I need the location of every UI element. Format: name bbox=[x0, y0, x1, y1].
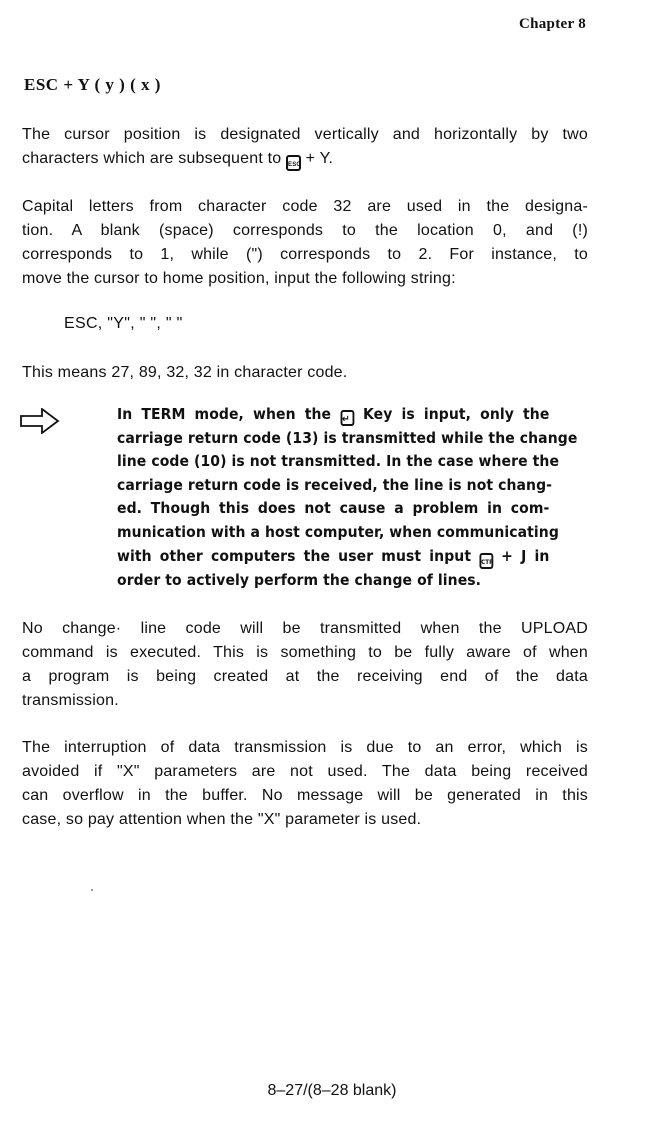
paragraph-line: tion. A blank (space) corresponds to the location 0, and (!) bbox=[22, 222, 588, 239]
paragraph-line: The interruption of data transmission is due to an error, which is bbox=[22, 739, 588, 756]
paragraph-line: case, so pay attention when the "X" parameter is used. bbox=[22, 811, 422, 828]
text-segment: characters which are subsequent to bbox=[22, 150, 287, 167]
paragraph-upload bbox=[22, 617, 588, 713]
section-heading: ESC + Y ( y ) ( x ) bbox=[24, 75, 161, 94]
text-segment: + J in bbox=[493, 546, 550, 565]
chapter-header: Chapter 8 bbox=[518, 16, 586, 32]
return-key-icon: ↵ bbox=[340, 410, 354, 426]
hollow-right-arrow-icon bbox=[20, 408, 60, 434]
paragraph-line: transmission. bbox=[22, 692, 119, 709]
ctrl-key-icon: CTR bbox=[479, 553, 493, 569]
page-number: 8–27/(8–28 blank) bbox=[267, 1082, 397, 1099]
paragraph-interruption bbox=[22, 736, 588, 832]
paragraph-capital-letters bbox=[22, 195, 588, 291]
text-segment: In TERM mode, when the bbox=[117, 405, 341, 423]
paragraph-character-code bbox=[22, 361, 588, 385]
text-segment: Key is input, only the bbox=[353, 405, 550, 423]
paragraph-line: move the cursor to home position, input the following string: bbox=[22, 270, 456, 287]
paragraph-line: command is executed. This is something to be fully aware of when bbox=[22, 644, 588, 661]
note-line: order to actively perform the change of lines. bbox=[117, 570, 482, 589]
example-string: ESC, "Y", " ", " " bbox=[64, 315, 183, 332]
text-segment: with other computers the user must input bbox=[117, 546, 480, 565]
note-line: line code (10) is not transmitted. In the case where the bbox=[117, 452, 560, 471]
paragraph-line: No change· line code will be transmitted when the UPLOAD bbox=[22, 620, 588, 637]
note-line: ed. Though this does not cause a problem in com- bbox=[117, 499, 550, 518]
paragraph-line: can overflow in the buffer. No message will be generated in this bbox=[22, 787, 588, 804]
esc-key-icon: ESC bbox=[286, 155, 301, 171]
paragraph-line: This means 27, 89, 32, 32 in character code. bbox=[22, 364, 348, 381]
note-line: carriage return code (13) is transmitted while the change bbox=[117, 428, 578, 447]
note-term-mode bbox=[117, 403, 578, 592]
scan-speck bbox=[91, 889, 93, 891]
note-line bbox=[117, 545, 549, 569]
note-line bbox=[117, 403, 549, 427]
paragraph-cursor-position bbox=[22, 123, 588, 171]
paragraph-line: The cursor position is designated vertically and horizontally by two bbox=[22, 126, 588, 143]
paragraph-line: a program is being created at the receiving end of the data bbox=[22, 668, 588, 685]
paragraph-line: avoided if "X" parameters are not used. The data being received bbox=[22, 763, 588, 780]
note-line: munication with a host computer, when communicating bbox=[117, 522, 559, 541]
text-segment: + Y. bbox=[301, 150, 334, 167]
note-line: carriage return code is received, the line is not chang- bbox=[117, 475, 553, 494]
paragraph-line bbox=[22, 147, 588, 171]
paragraph-line: Capital letters from character code 32 are used in the designa- bbox=[22, 198, 588, 215]
paragraph-line: corresponds to 1, while (") corresponds to 2. For instance, to bbox=[22, 246, 588, 263]
